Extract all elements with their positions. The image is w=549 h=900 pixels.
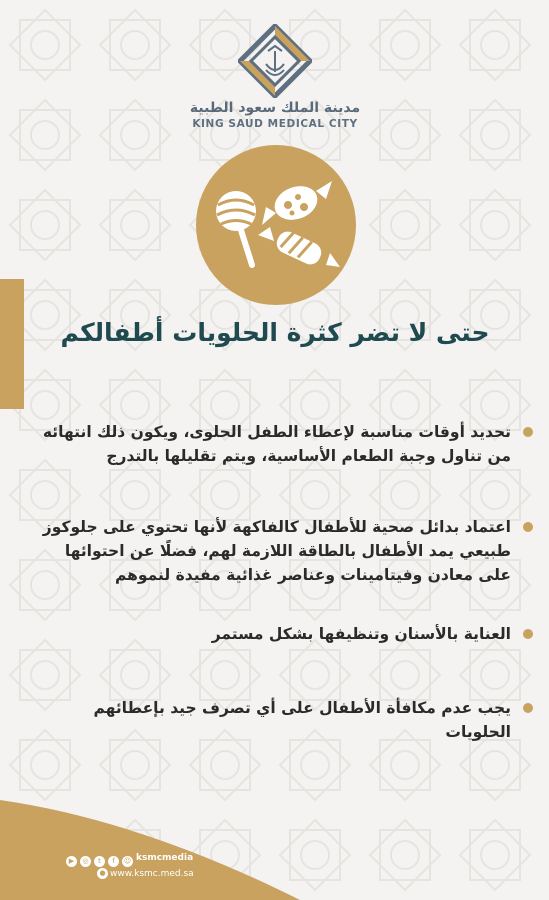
brand-name-arabic: مدينة الملك سعود الطبية [189, 100, 361, 116]
instagram-icon[interactable]: ◎ [80, 856, 91, 867]
snapchat-icon[interactable]: ☺ [123, 857, 132, 865]
social-icons [66, 856, 133, 867]
striped-candy-icon [258, 227, 340, 268]
candy-illustration [196, 145, 356, 305]
social-handle[interactable]: ksmcmedia [136, 853, 194, 863]
bullet-item [28, 420, 533, 468]
bullet-item [28, 622, 533, 646]
lollipop-icon [216, 191, 256, 265]
bullet-dot-icon [523, 629, 533, 639]
brand-name-english: KING SAUD MEDICAL CITY [192, 118, 358, 130]
bullet-text: اعتماد بدائل صحية للأطفال كالفاكهة لأنها تحتوي على جلوكوز طبيعي يمد الأطفال بالطاقة اللازمة لهم، فضلًا عن احتوائها على معادن وفيتامينات وعناصر غذائية مفيدة لنموهم [42, 518, 511, 584]
facebook-icon[interactable]: f [108, 856, 119, 867]
ksmc-logo [238, 24, 312, 98]
bullet-text: العناية بالأسنان وتنظيفها بشكل مستمر [211, 625, 511, 643]
bullet-dot-icon [523, 427, 533, 437]
side-accent-bar [0, 279, 24, 409]
bullet-dot-icon [523, 522, 533, 532]
twitter-icon[interactable]: t [94, 856, 105, 867]
youtube-icon[interactable]: ▶ [66, 856, 77, 867]
bullet-dot-icon [523, 703, 533, 713]
bullet-text: تحديد أوقات مناسبة لإعطاء الطفل الحلوى، ويكون ذلك انتهائه من تناول وجبة الطعام الأساسية، ويتم تقليلها بالتدرج [42, 423, 511, 465]
bullet-item [28, 696, 533, 744]
page-title: حتى لا تضر كثرة الحلويات أطفالكم [60, 318, 490, 347]
globe-icon: ● [97, 868, 108, 879]
website-link[interactable]: www.ksmc.med.sa [110, 869, 194, 879]
footer-wave [0, 780, 549, 900]
bullet-text: يجب عدم مكافأة الأطفال على أي تصرف جيد بإعطائهم الحلويات [93, 699, 511, 741]
wrapped-candy-icon [262, 180, 332, 225]
bullet-item [28, 515, 533, 587]
